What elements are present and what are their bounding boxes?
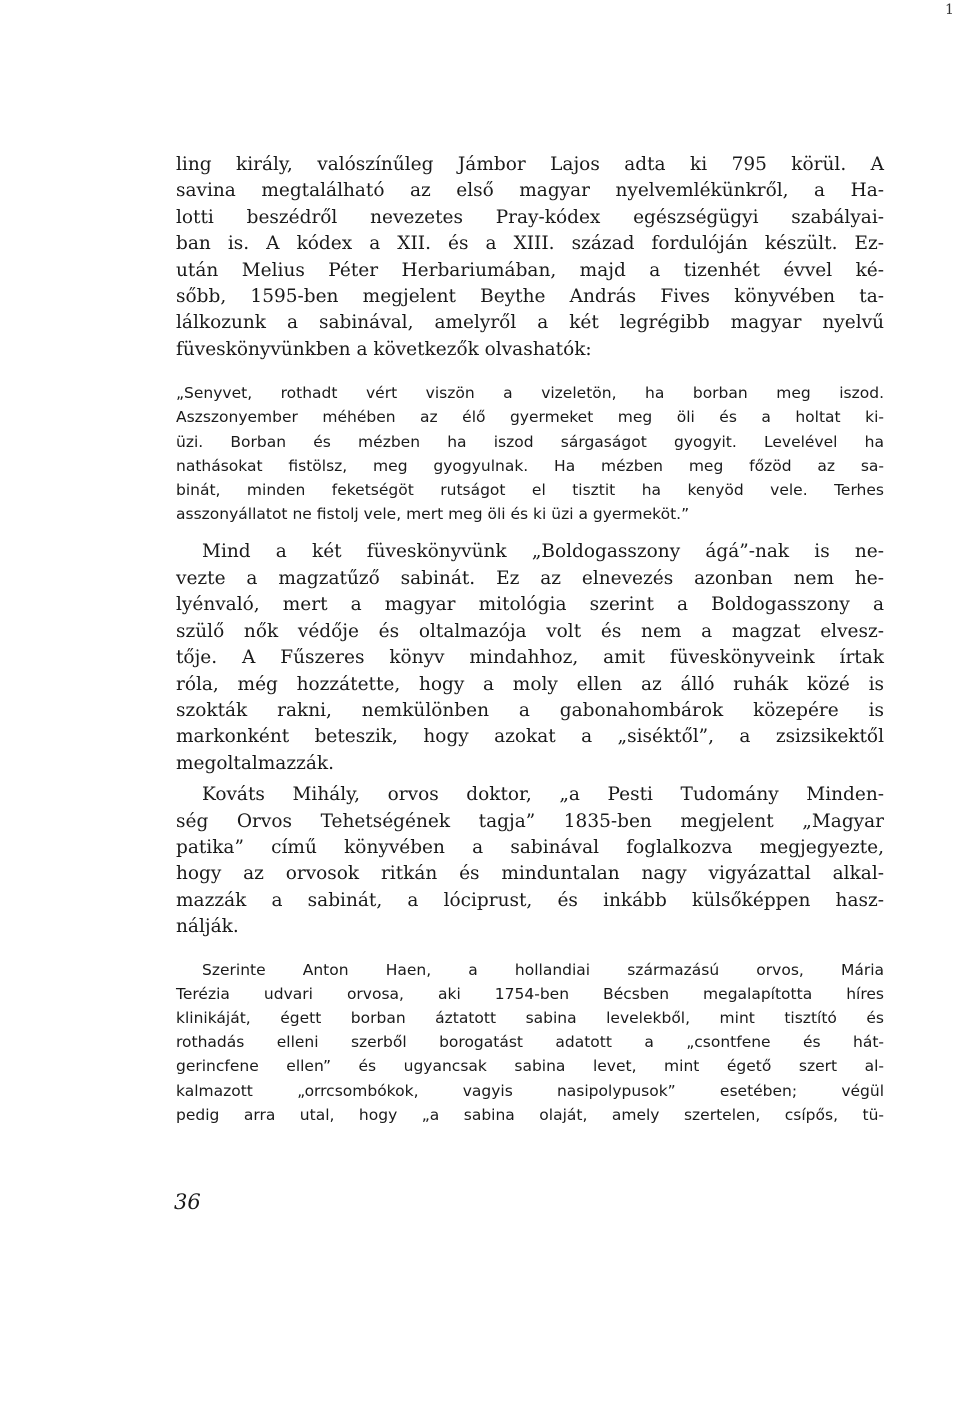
text-line: lálkozunk a sabinával, amelyről a két legrégibb magyar nyelvű — [176, 312, 884, 334]
text-line: savina megtalálható az első magyar nyelvemlékünkről, a Ha- — [176, 180, 884, 202]
paragraph-3 — [176, 539, 884, 777]
text-line: lyénvaló, mert a magyar mitológia szerint a Boldogasszony a — [176, 594, 884, 616]
page-number: 36 — [174, 1190, 201, 1214]
text-line: Terézia udvari orvosa, aki 1754-ben Bécsben megalapította híres — [176, 984, 884, 1003]
text-line: ling király, valószínűleg Jámbor Lajos adta ki 795 körül. A — [176, 154, 884, 175]
text-line: kalmazott „orrcsombókok, vagyis nasipolypusok” esetében; végül — [176, 1081, 884, 1100]
paragraph-5 — [176, 958, 884, 1127]
text-line: gerincfene ellen” és ugyancsak sabina levet, mint égető szert al- — [176, 1057, 884, 1076]
quote-line: „Senyvet, rothadt vért viszön a vizeletön, ha borban meg iszod. — [176, 384, 884, 403]
text-line: patika” című könyvében a sabinával foglalkozva megjegyezte, — [176, 836, 884, 858]
quote-line: nathásokat fistölsz, meg gyogyulnak. Ha mézben meg főzöd az sa- — [176, 456, 884, 475]
text-line: Szerinte Anton Haen, a hollandiai származású orvos, Mária — [202, 960, 884, 979]
text-line: ban is. A kódex a XII. és a XIII. század fordulóján készült. Ez- — [176, 233, 884, 255]
text-line: megoltalmazzák. — [176, 752, 334, 774]
corner-mark: 1 — [945, 2, 954, 18]
quote-line: Aszszonyember méhében az élő gyermeket meg öli és a holtat ki- — [176, 408, 884, 427]
text-line: róla, még hozzátette, hogy a moly ellen az álló ruhák közé is — [176, 673, 884, 695]
quote-line: asszonyállatot ne fistolj vele, mert meg öli és ki üzi a gyermeköt.” — [176, 505, 690, 524]
text-line: lotti beszédről nevezetes Pray-kódex egészségügyi szabályai- — [176, 206, 884, 228]
text-line: füveskönyvünkben a következők olvashatók: — [176, 338, 592, 360]
text-line: pedig arra utal, hogy „a sabina olaját, amely szertelen, csípős, tü- — [176, 1105, 884, 1124]
text-line: rothadás elleni szerből borogatást adatott a „csontfene és hát- — [176, 1033, 884, 1052]
text-line: markonként beteszik, hogy azokat a „siséktől”, a zsizsikektől — [176, 726, 884, 748]
text-line: sőbb, 1595-ben megjelent Beythe András Fives könyvében ta- — [176, 286, 884, 308]
text-line: szülő nők védője és oltalmazója volt és nem a magzat elvesz- — [176, 620, 884, 642]
text-line: ség Orvos Tehetségének tagja” 1835-ben megjelent „Magyar — [176, 810, 884, 832]
text-line: után Melius Péter Herbariumában, majd a tizenhét évvel ké- — [176, 259, 884, 281]
paragraph-1 — [176, 152, 884, 363]
text-line: szokták rakni, nemkülönben a gabonahombárok közepére is — [176, 699, 884, 721]
text-column — [176, 152, 884, 1127]
text-line: Kováts Mihály, orvos doktor, „a Pesti Tudomány Minden- — [202, 784, 884, 806]
text-line: tője. A Fűszeres könyv mindahhoz, amit füveskönyveink írtak — [176, 647, 884, 669]
text-line: vezte a magzatűző sabinát. Ez az elnevezés azonban nem he- — [176, 567, 884, 589]
text-line: klinikáját, égett borban áztatott sabina levelekből, mint tisztító és — [176, 1008, 884, 1027]
quotation-block — [176, 381, 884, 526]
text-line: hogy az orvosok ritkán és minduntalan nagy vigyázattal alkal- — [176, 863, 884, 885]
quote-line: üzi. Borban és mézben ha iszod sárgaságot gyogyit. Levelével ha — [176, 432, 884, 451]
text-line: Mind a két füveskönyvünk „Boldogasszony ágá”-nak is ne- — [202, 541, 884, 563]
text-line: nálják. — [176, 916, 239, 938]
text-line: mazzák a sabinát, a lóciprust, és inkább külsőképpen hasz- — [176, 889, 884, 911]
quote-line: binát, minden feketségöt rutságot el tisztit ha kenyöd vele. Terhes — [176, 481, 884, 500]
paragraph-4 — [176, 782, 884, 940]
